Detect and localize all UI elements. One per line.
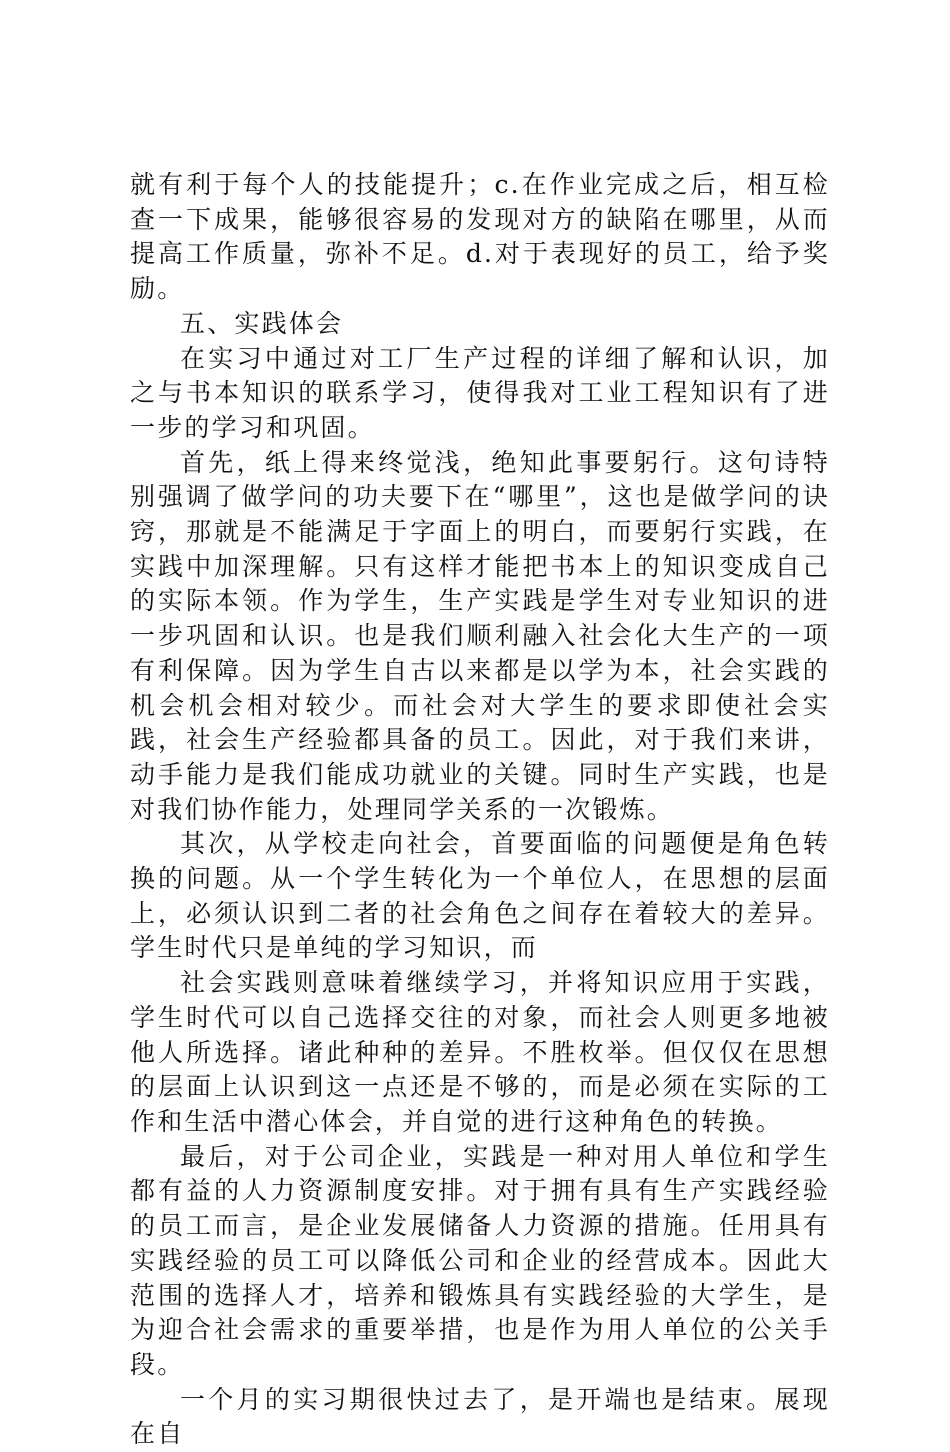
paragraph: 一个月的实习期很快过去了，是开端也是结束。展现在自 (130, 1384, 830, 1449)
paragraph: 最后，对于公司企业，实践是一种对用人单位和学生都有益的人力资源制度安排。对于拥有具有生产实践经验的员工而言，是企业发展储备人力资源的措施。任用具有实践经验的员工可以降低公司和企业的经营成本。因此大范围的选择人才，培养和锻炼具有实践经验的大学生，是为迎合社会需求的重要举措，也是作为用人单位的公关手段。 (130, 1141, 830, 1379)
section-heading: 五、实践体会 (180, 308, 344, 338)
paragraph: 就有利于每个人的技能提升；c.在作业完成之后，相互检查一下成果，能够很容易的发现对方的缺陷在哪里，从而提高工作质量，弥补不足。d.对于表现好的员工，给予奖励。 (130, 170, 830, 304)
paragraph: 社会实践则意味着继续学习，并将知识应用于实践，学生时代可以自己选择交往的对象，而社会人则更多地被他人所选择。诸此种种的差异。不胜枚举。但仅仅在思想的层面上认识到这一点还是不够的，而是必须在实际的工作和生活中潜心体会，并自觉的进行这种角色的转换。 (130, 968, 830, 1136)
document-body (130, 168, 830, 1452)
paragraph: 在实习中通过对工厂生产过程的详细了解和认识，加之与书本知识的联系学习，使得我对工业工程知识有了进一步的学习和巩固。 (130, 343, 830, 442)
paragraph: 其次，从学校走向社会，首要面临的问题便是角色转换的问题。从一个学生转化为一个单位人，在思想的层面上，必须认识到二者的社会角色之间存在着较大的差异。学生时代只是单纯的学习知识，而 (130, 829, 830, 963)
paragraph: 首先，纸上得来终觉浅，绝知此事要躬行。这句诗特别强调了做学问的功夫要下在“哪里”，这也是做学问的诀窍，那就是不能满足于字面上的明白，而要躬行实践，在实践中加深理解。只有这样才能把书本上的知识变成自己的实际本领。作为学生，生产实践是学生对专业知识的进一步巩固和认识。也是我们顺利融入社会化大生产的一项有利保障。因为学生自古以来都是以学为本，社会实践的机会机会相对较少。而社会对大学生的要求即使社会实践，社会生产经验都具备的员工。因此，对于我们来讲，动手能力是我们能成功就业的关键。同时生产实践，也是对我们协作能力，处理同学关系的一次锻炼。 (130, 447, 830, 824)
